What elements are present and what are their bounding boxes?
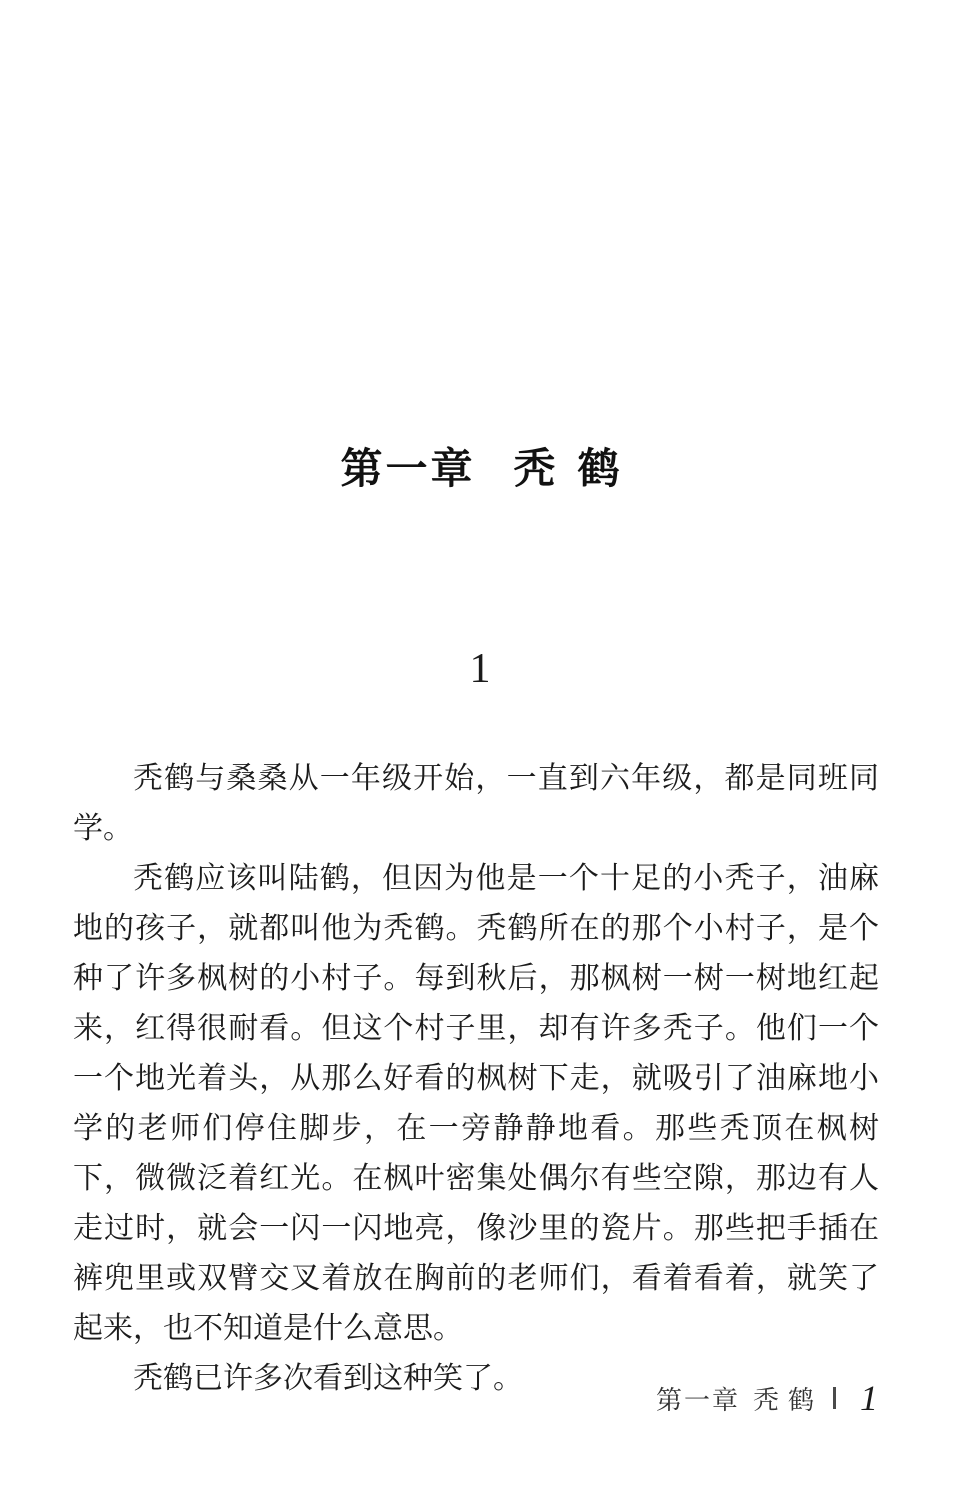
paragraph: 秃鹤与桑桑从一年级开始，一直到六年级，都是同班同学。: [73, 762, 879, 845]
section-number: 1: [469, 646, 491, 692]
page-number: 1: [860, 1378, 878, 1418]
footer-divider: [833, 1387, 836, 1409]
footer-chapter-number: 第一章: [655, 1385, 740, 1415]
chapter-number-label: 第一章: [340, 445, 476, 492]
paragraph: 秃鹤已许多次看到这种笑了。: [133, 1362, 523, 1395]
page-footer: [656, 1380, 878, 1416]
chapter-heading: [0, 444, 960, 494]
footer-chapter-title: 秃鹤: [752, 1385, 823, 1415]
paragraph: 秃鹤应该叫陆鹤，但因为他是一个十足的小秃子，油麻地的孩子，就都叫他为秃鹤。秃鹤所在的那个小村子，是个种了许多枫树的小村子。每到秋后，那枫树一树一树地红起来，红得很耐看。但这个村子里，却有许多秃子。他们一个一个地光着头，从那么好看的枫树下走，就吸引了油麻地小学的老师们停住脚步，在一旁静静地看。那些秃顶在枫树下，微微泛着红光。在枫叶密集处偶尔有些空隙，那边有人走过时，就会一闪一闪地亮，像沙里的瓷片。那些把手插在裤兜里或双臂交叉着放在胸前的老师们，看着看着，就笑了起来，也不知道是什么意思。: [73, 862, 879, 1345]
chapter-title: 秃鹤: [513, 445, 642, 492]
body-text: [73, 754, 879, 1404]
